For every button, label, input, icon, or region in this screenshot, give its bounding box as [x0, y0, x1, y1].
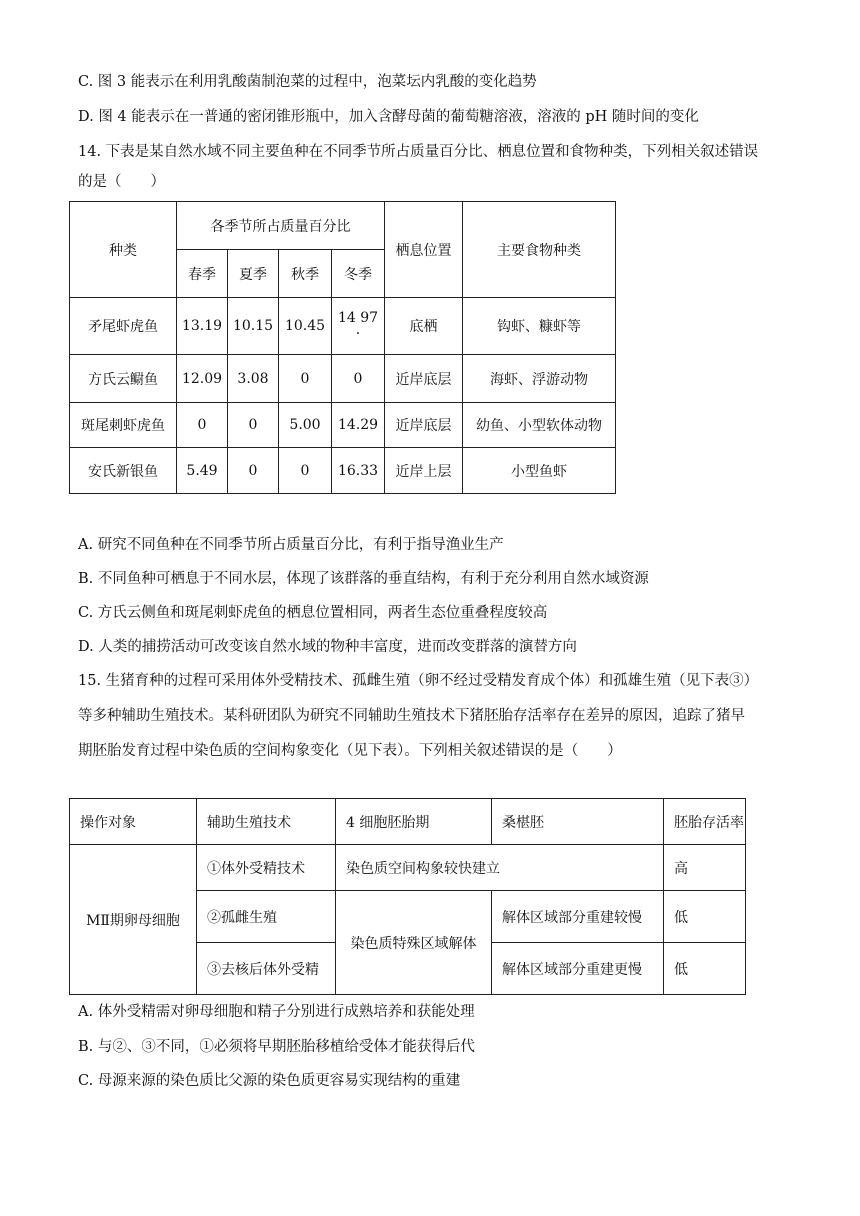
winter-value-mark: · [355, 326, 361, 342]
question-15-line1: 15. 生猪育种的过程可采用体外受精技术、孤雌生殖（卵不经过受精发育成个体）和孤雄生殖（见下表③） [78, 673, 759, 689]
option-d-q14: D. 人类的捕捞活动可改变该自然水域的物种丰富度，进而改变群落的演替方向 [78, 639, 577, 655]
option-c-q14: C. 方氏云侧鱼和斑尾刺虾虎鱼的栖息位置相同，两者生态位重叠程度较高 [78, 605, 548, 621]
header-survival: 胚胎存活率 [664, 799, 746, 845]
option-c-q15: C. 母源来源的染色质比父源的染色质更容易实现结构的重建 [78, 1073, 461, 1089]
habitat: 近岸底层 [385, 403, 463, 448]
option-b-q15: B. 与②、③不同，①必须将早期胚胎移植给受体才能获得后代 [78, 1039, 475, 1055]
header-spring: 春季 [177, 250, 228, 298]
spring-value: 12.09 [177, 355, 228, 403]
header-4cell: 4 细胞胚胎期 [336, 799, 492, 845]
header-technique: 辅助生殖技术 [197, 799, 336, 845]
summer-value: 0 [228, 448, 279, 494]
morula-status: 解体区域部分重建较慢 [492, 891, 664, 943]
operation-object: MⅡ期卵母细胞 [70, 845, 197, 995]
habitat: 近岸底层 [385, 355, 463, 403]
spring-value: 13.19 [177, 298, 228, 355]
header-mass-percentage: 各季节所占质量百分比 [177, 202, 385, 250]
chromatin-status: 染色质空间构象较快建立 [336, 845, 664, 891]
option-a-q15: A. 体外受精需对卵母细胞和精子分别进行成熟培养和获能处理 [78, 1004, 475, 1020]
option-a-q14: A. 研究不同鱼种在不同季节所占质量百分比，有利于指导渔业生产 [78, 537, 504, 553]
habitat: 底栖 [385, 298, 463, 355]
question-14-line2: 的是（ ） [78, 174, 165, 190]
header-species: 种类 [70, 202, 177, 298]
reproduction-technique-table [69, 798, 746, 995]
technique: ③去核后体外受精 [197, 943, 336, 995]
header-habitat: 栖息位置 [385, 202, 463, 298]
table-row [70, 355, 616, 403]
species-name: 方氏云鳚鱼 [70, 355, 177, 403]
four-cell-status: 染色质特殊区域解体 [336, 891, 492, 995]
header-morula: 桑椹胚 [492, 799, 664, 845]
summer-value: 0 [228, 403, 279, 448]
survival-rate: 低 [664, 943, 746, 995]
technique: ②孤雌生殖 [197, 891, 336, 943]
species-name: 斑尾刺虾虎鱼 [70, 403, 177, 448]
autumn-value: 0 [279, 355, 332, 403]
species-name: 矛尾虾虎鱼 [70, 298, 177, 355]
winter-value: 0 [332, 355, 385, 403]
header-winter: 冬季 [332, 250, 385, 298]
fish-species-table [69, 201, 616, 494]
header-object: 操作对象 [70, 799, 197, 845]
option-b-q14: B. 不同鱼种可栖息于不同水层，体现了该群落的垂直结构，有利于充分利用自然水域资源 [78, 571, 649, 587]
spring-value: 5.49 [177, 448, 228, 494]
survival-rate: 低 [664, 891, 746, 943]
table-row [70, 403, 616, 448]
option-d-q13: D. 图 4 能表示在一普通的密闭锥形瓶中，加入含酵母菌的葡萄糖溶液，溶液的 pH 随时间的变化 [78, 109, 699, 125]
autumn-value: 10.45 [279, 298, 332, 355]
winter-value: 16.33 [332, 448, 385, 494]
question-14-line1: 14. 下表是某自然水域不同主要鱼种在不同季节所占质量百分比、栖息位置和食物种类，下列相关叙述错误 [78, 144, 759, 160]
option-c-q13: C. 图 3 能表示在利用乳酸菌制泡菜的过程中，泡菜坛内乳酸的变化趋势 [78, 74, 537, 90]
winter-value [332, 298, 385, 355]
header-autumn: 秋季 [279, 250, 332, 298]
summer-value: 3.08 [228, 355, 279, 403]
autumn-value: 5.00 [279, 403, 332, 448]
question-15-line2: 等多种辅助生殖技术。某科研团队为研究不同辅助生殖技术下猪胚胎存活率存在差异的原因，追踪了猪早 [78, 708, 745, 724]
food: 幼鱼、小型软体动物 [463, 403, 616, 448]
table-row [70, 298, 616, 355]
table-row [70, 845, 746, 891]
technique: ①体外受精技术 [197, 845, 336, 891]
header-summer: 夏季 [228, 250, 279, 298]
header-food: 主要食物种类 [463, 202, 616, 298]
morula-status: 解体区域部分重建更慢 [492, 943, 664, 995]
question-15-line3: 期胚胎发育过程中染色质的空间构象变化（见下表）。下列相关叙述错误的是（ ） [78, 743, 622, 759]
table-row [70, 448, 616, 494]
spring-value: 0 [177, 403, 228, 448]
food: 钩虾、糠虾等 [463, 298, 616, 355]
winter-value: 14.29 [332, 403, 385, 448]
food: 小型鱼虾 [463, 448, 616, 494]
survival-rate: 高 [664, 845, 746, 891]
habitat: 近岸上层 [385, 448, 463, 494]
species-name: 安氏新银鱼 [70, 448, 177, 494]
winter-value-text: 14 97 [337, 310, 379, 326]
summer-value: 10.15 [228, 298, 279, 355]
autumn-value: 0 [279, 448, 332, 494]
food: 海虾、浮游动物 [463, 355, 616, 403]
